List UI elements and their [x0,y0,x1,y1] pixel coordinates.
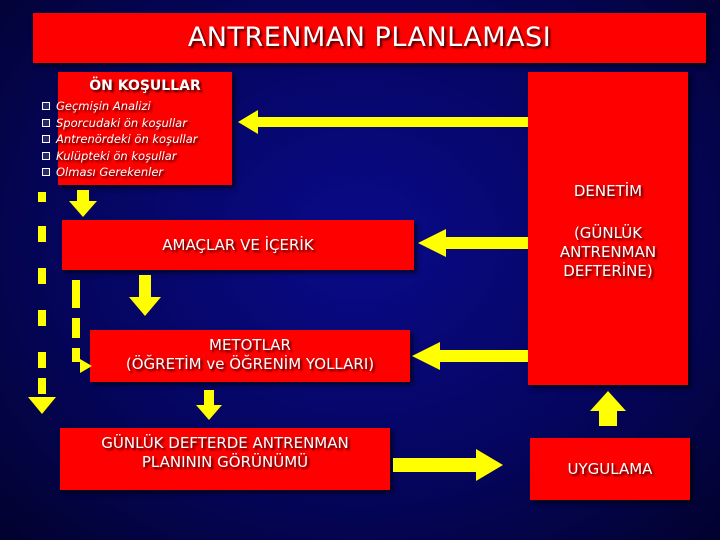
goals-label: AMAÇLAR VE İÇERİK [162,236,314,254]
list-item: Geçmişin Analizi [42,98,198,115]
arrow-down-icon [129,275,161,316]
list-item: Kulüpteki ön koşullar [42,148,198,165]
arrow-up-icon [590,391,626,426]
arrow-right-icon [80,359,92,373]
control-line2: ANTRENMAN [559,243,657,261]
arrow-right-icon [393,449,503,481]
control-line1: (GÜNLÜK [573,224,643,242]
dashed-feedback-line-left [28,192,56,414]
methods-label-line2: (ÖĞRETİM ve ÖĞRENİM YOLLARI) [125,355,375,373]
arrow-left-icon [238,110,528,134]
list-item: Antrenördeki ön koşullar [42,131,198,148]
list-item: Olması Gerekenler [42,164,198,181]
application-label: UYGULAMA [567,460,653,478]
control-line3: DEFTERİNE) [563,262,653,280]
list-item: Sporcudaki ön koşullar [42,115,198,132]
prerequisites-heading: ÖN KOŞULLAR [89,78,201,94]
arrow-down-icon [196,390,222,420]
methods-label-line1: METOTLAR [209,336,291,354]
dashed-feedback-line-inner [72,280,92,373]
arrow-down-icon [69,190,97,217]
control-label: DENETİM [573,182,643,200]
arrow-down-icon [28,397,56,414]
arrow-left-icon [412,342,528,370]
plan-view-line1: GÜNLÜK DEFTERDE ANTRENMAN [101,434,349,452]
arrow-left-icon [418,229,528,257]
plan-view-line2: PLANININ GÖRÜNÜMÜ [141,453,309,471]
page-title: ANTRENMAN PLANLAMASI [187,22,552,53]
